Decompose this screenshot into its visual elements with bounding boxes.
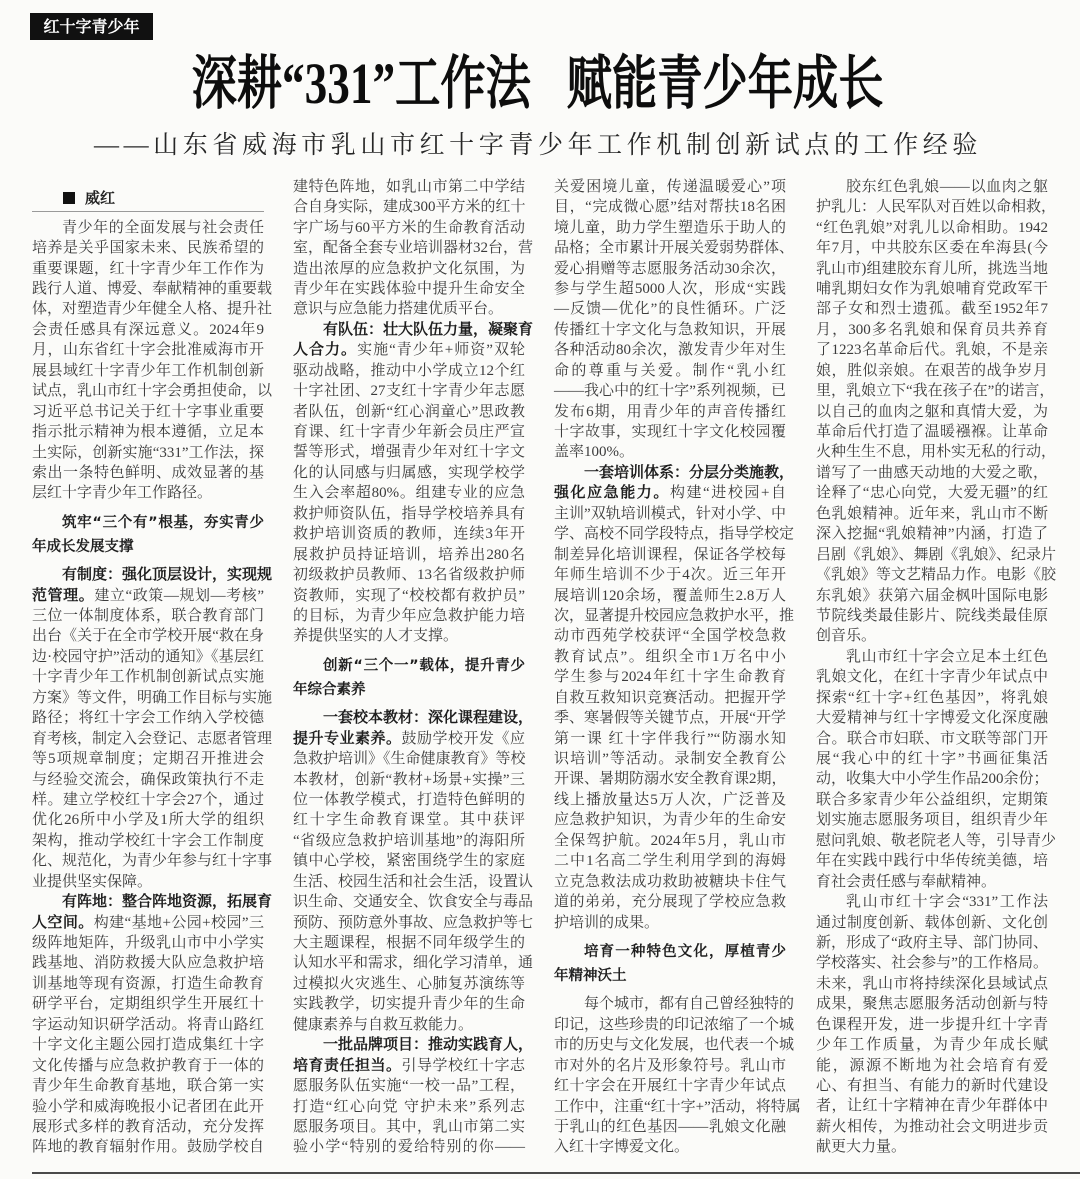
- text-line: 品格；全市累计开展关爱弱势群体、: [554, 240, 795, 257]
- text-line: 第一课 红十字伴我行”“防溺水知: [554, 730, 786, 747]
- text-line: 教育试点”。组织全市1万名中小: [554, 648, 786, 665]
- paragraph: [816, 892, 1048, 1158]
- lead-in-text: 一套培训体系：分层分类施教，: [584, 464, 795, 481]
- text-line: 业提供坚实保障。: [32, 873, 153, 890]
- text-line: 献更大力量。: [816, 1139, 907, 1156]
- text-line: 以自己的血肉之躯和真情大爱，为: [816, 403, 1048, 420]
- text-line: 能，源源不断地为社会培育有爱: [816, 1057, 1048, 1074]
- text-line: 镇中心学校，紧密围绕学生的家庭: [293, 853, 525, 870]
- text-line: 于乳山的红色基因——乳娘文化融: [554, 1118, 786, 1135]
- body-text: 鼓励学校开发《应: [401, 730, 525, 747]
- section-heading-line: 培育一种特色文化，厚植青少: [584, 943, 786, 960]
- text-line: 乳娘文化，在红十字青少年试点中: [816, 669, 1048, 686]
- text-line: 月，山东省红十字会批准威海市开: [32, 342, 264, 359]
- text-line: 育考核，制定入会登记、志愿者管理: [32, 730, 273, 747]
- text-line: 十字社团、27支红十字青少年志愿: [293, 383, 525, 400]
- section-heading-line: 年成长发展支撑: [32, 538, 134, 555]
- headline-part-1: 深耕“331”工作法: [192, 51, 532, 116]
- lead-in-text: 有阵地：整合阵地资源，拓展育: [62, 894, 273, 911]
- text-line: 展救护员持证培训，培养出280名: [293, 546, 525, 563]
- lead-in-text: 人空间。: [32, 914, 94, 931]
- text-line: 方案》等文件，明确工作目标与实施: [32, 689, 273, 706]
- section-heading: [554, 933, 786, 994]
- text-line: 十字文化主题公园打造成集红十字: [32, 1037, 264, 1054]
- text-line: 位一体教学模式，打造特色鲜明的: [293, 791, 525, 808]
- text-line: 学校落实、社会参与”的工作格局。: [816, 955, 1048, 972]
- headline-text: [192, 49, 884, 119]
- headline: [0, 49, 1076, 119]
- text-line: 研学平台，定期组织学生开展红十: [32, 996, 264, 1013]
- text-line: 大爱精神与红十字博爱文化深度融: [816, 710, 1048, 727]
- text-line: 青少年在实践体验中提升生命安全: [293, 280, 525, 297]
- text-line: 三位一体制度体系，联合教育部门: [32, 608, 264, 625]
- text-line: 护培训的成果。: [554, 914, 660, 931]
- text-line: 愿服务项目。其中，乳山市第二实: [293, 1118, 525, 1135]
- text-line: [32, 892, 273, 912]
- lead-in-text: 培育责任担当。: [293, 1057, 402, 1074]
- paragraph: [816, 647, 1057, 892]
- text-line: 实践教学，切实提升青少年的生命: [293, 996, 525, 1013]
- lead-in-text: 范管理。: [32, 587, 95, 604]
- text-line: 乳山市红十字会立足本土红色: [846, 648, 1048, 665]
- text-line: 《乳娘》等文艺精品力作。电影《胶: [816, 567, 1057, 584]
- text-line: 阵地的教育辐射作用。鼓励学校自: [32, 1139, 264, 1156]
- text-line: 训基地等现有资源，打造生命教育: [32, 975, 264, 992]
- text-line: 主训”双轨培训模式，针对小学、中: [554, 505, 786, 522]
- text-line: 道的弟弟，充分展现了学校应急救: [554, 894, 786, 911]
- text-line: 展县域红十字青少年工作机制创新: [32, 362, 264, 379]
- text-line: 培养是关乎国家未来、民族希望的: [32, 240, 264, 257]
- text-line: 创音乐。: [816, 628, 877, 645]
- article-column-1: [32, 177, 273, 1158]
- text-line: 每个城市，都有自己曾经独特的: [584, 996, 795, 1013]
- text-line: 十字青少年工作机制创新试点实施: [32, 669, 264, 686]
- text-line: 工作中，注重“红十字+”活动，将特属: [554, 1098, 801, 1115]
- text-line: 入红十字博爱文化。: [554, 1139, 690, 1156]
- text-line: 谱写了一曲感天动地的大爱之歌，: [816, 464, 1048, 481]
- text-line: 展形式多样的教育活动，充分发挥: [32, 1118, 264, 1135]
- body-text: 实施“青少年+师资”双轮: [357, 342, 525, 359]
- lead-in-text: 一套校本教材：深化课程建设，: [323, 710, 534, 727]
- byline: [32, 177, 264, 218]
- section-heading: [32, 504, 264, 565]
- text-line: 养提供坚实的人才支撑。: [293, 628, 459, 645]
- text-line: 出台《关于在全市学校开展“救在身: [32, 628, 264, 645]
- text-line: 成果，聚焦志愿服务活动创新与特: [816, 996, 1048, 1013]
- text-line: —反馈—优化”的良性循环。广泛: [554, 301, 786, 318]
- text-line: 学生参与2024年红十字生命教育: [554, 669, 786, 686]
- text-line: 制差异化培训课程，保证各学校每: [554, 546, 786, 563]
- text-line: 救护师资队伍，指导学校培养具有: [293, 505, 525, 522]
- text-line: 二中1名高二学生利用学到的海姆: [554, 853, 786, 870]
- text-line: 生活、校园生活和社会生活，设置认: [293, 873, 534, 890]
- text-line: 会责任感具有深远意义。2024年9: [32, 321, 264, 338]
- paragraph: [816, 177, 1057, 647]
- text-line: [293, 1056, 525, 1076]
- text-line: 薪火相传，为推动社会文明进步贡: [816, 1118, 1048, 1135]
- text-line: 开课、暑期防溺水安全教育课2期，: [554, 771, 787, 788]
- text-line: 架构，推动学校红十字会工作制度: [32, 832, 264, 849]
- text-line: 各种活动80余次，激发青少年对生: [554, 342, 786, 359]
- text-line: 级阵地矩阵，升级乳山市中小学实: [32, 935, 264, 952]
- text-line: 红十字会在开展红十字青少年试点: [554, 1078, 786, 1095]
- text-line: 合自身实际，建成300平方米的红十: [293, 199, 526, 216]
- text-line: 展“我心中的红十字”书画征集活: [816, 751, 1048, 768]
- text-line: “省级应急救护培训基地”的海阳所: [293, 832, 525, 849]
- text-line: 部子女和烈士遗孤。截至1952年7: [816, 301, 1048, 318]
- text-line: 自救互救知识竞赛活动。把握开学: [554, 689, 786, 706]
- text-line: 习近平总书记关于红十字事业重要: [32, 403, 264, 420]
- text-line: 等5项规章制度；定期召开推进会: [32, 751, 264, 768]
- subtitle: ——山东省威海市乳山市红十字青少年工作机制创新试点的工作经验: [93, 132, 982, 159]
- text-line: 慰问乳娘、敬老院老人等，引导青少: [816, 832, 1057, 849]
- text-line: 应急救护知识，为青少年的生命安: [554, 812, 786, 829]
- byline-row: [63, 189, 115, 207]
- section-heading-line: 筑牢“三个有”根基，夯实青少: [62, 514, 264, 531]
- text-line: 重要课题，红十字青少年工作作为: [32, 260, 264, 277]
- text-line: 心、有担当、有能力的新时代建设: [816, 1078, 1048, 1095]
- text-line: 文化传播与应急救护教育于一体的: [32, 1057, 264, 1074]
- text-line: 践基地、消防救援大队应急救护培: [32, 955, 264, 972]
- section-heading: [293, 647, 525, 708]
- paragraph: [32, 565, 273, 892]
- lead-in-text: 提升专业素养。: [293, 730, 402, 747]
- text-line: 新，形成了“政府主导、部门协同、: [816, 934, 1048, 951]
- body-text: 构建“基地+公园+校园”三: [93, 914, 264, 931]
- text-line: 境儿童，助力学生塑造乐于助人的: [554, 219, 786, 236]
- text-line: 预防、预防意外事故、应急救护等七: [293, 914, 534, 931]
- text-line: 者队伍，创新“红心润童心”思政教: [293, 403, 525, 420]
- text-line: 胶东红色乳娘——以血肉之躯: [846, 178, 1048, 195]
- section-heading-line: 创新“三个一”载体，提升青少: [323, 657, 525, 674]
- text-line: 市对外的名片及形象符号。乳山市: [554, 1057, 786, 1074]
- text-line: 优化26所中小学及1所大学的组织: [32, 812, 264, 829]
- article-column-4: [816, 177, 1057, 1158]
- text-line: 层红十字青少年工作路径。: [32, 485, 213, 502]
- square-bullet-icon: [63, 192, 75, 204]
- text-line: 展培训120余场，覆盖师生2.8万人: [554, 587, 786, 604]
- text-line: 合。联合市妇联、市文联等部门开: [816, 730, 1048, 747]
- text-line: 市的历史与文化发展，也代表一个城: [554, 1037, 795, 1054]
- author-name: 威红: [85, 188, 116, 207]
- text-line: 认知水平和需求，细化学习清单，通: [293, 955, 534, 972]
- text-line: [32, 586, 264, 606]
- section-tag: 红十字青少年: [30, 13, 153, 40]
- text-line: 生入会率超80%。组建专业的应急: [293, 485, 525, 502]
- text-line: 动市西苑学校获评“全国学校急救: [554, 628, 786, 645]
- text-line: “红色乳娘”对乳儿以命相助。1942: [816, 219, 1048, 236]
- text-line: 初级救护员教师、13名省级救护师: [293, 567, 525, 584]
- paragraph: [293, 177, 534, 320]
- text-line: 了1223名革命后代。乳娘，不是亲: [816, 342, 1048, 359]
- text-line: 指示批示精神为根本遵循，立足本: [32, 424, 264, 441]
- text-line: 土实际，创新实施“331”工作法，探: [32, 444, 264, 461]
- text-line: 诠释了“忠心向党，大爱无疆”的红: [816, 485, 1048, 502]
- text-line: 样。建立学校红十字会27个，通过: [32, 791, 264, 808]
- text-line: 深入挖掘“乳娘精神”内涵，打造了: [816, 526, 1048, 543]
- text-line: [293, 1035, 534, 1055]
- text-line: 字运动知识研学活动。将青山路红: [32, 1016, 264, 1033]
- text-line: 学、高校不同学段特点，指导学校定: [554, 526, 795, 543]
- text-line: 试点，乳山市红十字会勇担使命，以: [32, 383, 273, 400]
- text-line: 东乳娘》获第六届金枫叶国际电影: [816, 587, 1048, 604]
- section-heading-line: 年综合素养: [293, 681, 366, 698]
- text-line: 的目标，为青少年应急救护能力培: [293, 607, 525, 624]
- text-line: [293, 729, 525, 749]
- text-line: 者，让红十字精神在青少年群体中: [816, 1098, 1048, 1115]
- text-line: 打造“红心向党 守护未来”系列志: [293, 1098, 525, 1115]
- text-line: 誓等形式，增强青少年对红十字文: [293, 444, 525, 461]
- text-line: [32, 913, 264, 933]
- text-line: 哺乳期妇女作为乳娘哺育党政军干: [816, 280, 1048, 297]
- text-line: 过模拟火灾逃生、心肺复苏演练等: [293, 975, 525, 992]
- text-line: 边·校园守护”活动的通知》《基层红: [32, 648, 264, 665]
- text-line: 探索“红十字+红色基因”，将乳娘: [816, 689, 1048, 706]
- text-line: 意识与应急能力搭建优质平台。: [293, 301, 504, 318]
- body-text: 建立“政策—规划—考核”: [94, 587, 264, 604]
- text-line: 目，“完成微心愿”结对帮扶18名困: [554, 199, 786, 216]
- text-line: 爱心捐赠等志愿服务活动30余次，: [554, 260, 786, 277]
- paragraph: [554, 463, 795, 933]
- text-line: 索出一条特色鲜明、成效显著的基: [32, 464, 264, 481]
- text-line: 年7月，中共胶东区委在牟海县(今: [816, 240, 1048, 257]
- lead-in-text: 有队伍：壮大队伍力量，凝聚育: [323, 321, 534, 338]
- text-line: 红十字生命教育课堂。其中获评: [293, 812, 525, 829]
- text-line: 少年工作质量，为青少年成长赋: [816, 1037, 1048, 1054]
- text-line: 发布6期，用青少年的声音传播红: [554, 403, 786, 420]
- text-line: 验小学“特别的爱给特别的你——: [293, 1139, 525, 1156]
- text-line: 娘，胜似亲娘。在艰苦的战争岁月: [816, 362, 1048, 379]
- text-line: [554, 483, 786, 503]
- section-heading-line: 年精神沃土: [554, 967, 627, 984]
- body-text: 引导学校红十字志: [401, 1057, 525, 1074]
- paragraph: [554, 994, 801, 1158]
- text-line: 参与学生超5000人次，形成“实践: [554, 280, 786, 297]
- lead-in-text: 有制度：强化顶层设计，实现规: [62, 567, 273, 584]
- text-line: 大主题课程，根据不同年级学生的: [293, 935, 525, 952]
- text-line: 季、寒暑假等关键节点，开展“开学: [554, 710, 786, 727]
- text-line: 年师生培训不少于4次。近三年开: [554, 567, 786, 584]
- text-line: 本教材，创新“教材+场景+实操”三: [293, 771, 525, 788]
- paragraph: [32, 892, 273, 1158]
- text-line: 划实施志愿服务项目，组织青少年: [816, 812, 1048, 829]
- text-line: 建特色阵地，如乳山市第二中学结: [293, 178, 525, 195]
- text-line: 化、规范化，为青少年参与红十字事: [32, 853, 273, 870]
- article-column-2: [293, 177, 534, 1158]
- text-line: [32, 565, 273, 585]
- text-line: 盖率100%。: [554, 444, 634, 461]
- text-line: 立克急救法成功救助被糖块卡住气: [554, 873, 786, 890]
- text-line: [293, 340, 525, 360]
- text-line: 验小学和威海晚报小记者团在此开: [32, 1098, 264, 1115]
- article-column-3: [554, 177, 801, 1158]
- text-line: 与经验交流会，确保政策执行不走: [32, 771, 264, 788]
- paragraph: [293, 708, 534, 1035]
- text-line: [293, 320, 534, 340]
- text-line: [554, 463, 795, 483]
- text-line: 命的尊重与关爱。制作“乳小红: [554, 362, 786, 379]
- lead-in-text: 强化应急能力。: [554, 485, 670, 502]
- text-line: 吕剧《乳娘》、舞剧《乳娘》、纪录片: [816, 546, 1057, 563]
- text-line: 印记，这些珍贵的印记浓缩了一个城: [554, 1016, 795, 1033]
- text-line: 路径；将红十字会工作纳入学校德: [32, 710, 264, 727]
- text-line: 青少年的全面发展与社会责任: [62, 219, 264, 236]
- text-line: 色课程开发，进一步提升红十字青: [816, 1016, 1048, 1033]
- text-line: 次，显著提升校园应急救护水平，推: [554, 607, 795, 624]
- text-line: 色乳娘精神。近年来，乳山市不断: [816, 505, 1048, 522]
- text-line: 里，乳娘立下“我在孩子在”的诺言，: [816, 383, 1055, 400]
- text-line: 通过制度创新、载体创新、文化创: [816, 914, 1048, 931]
- text-line: 联合多家青少年公益组织，定期策: [816, 791, 1048, 808]
- text-line: 革命后代打造了温暖襁褓。让革命: [816, 424, 1048, 441]
- text-line: 未来，乳山市将持续深化县域试点: [816, 975, 1048, 992]
- headline-part-2: 赋能青少年成长: [567, 51, 884, 116]
- text-line: 火种生生不息，用朴实无私的行动，: [816, 444, 1057, 461]
- paragraph: [554, 177, 795, 463]
- text-line: 资教师，实现了“校校都有救护员”: [293, 587, 525, 604]
- text-line: 愿服务队伍实施“一校一品”工程，: [293, 1078, 525, 1095]
- text-line: 月，300多名乳娘和保育员共养育: [816, 321, 1048, 338]
- text-line: 节院线类最佳影片、院线类最佳原: [816, 607, 1048, 624]
- text-line: 造出浓厚的应急救护文化氛围，为: [293, 260, 525, 277]
- text-line: 字广场与60平方米的生命教育活动: [293, 219, 525, 236]
- lead-in-text: 一批品牌项目：推动实践育人，: [323, 1037, 534, 1054]
- text-line: 年在实践中践行中华传统美德，培: [816, 853, 1048, 870]
- text-line: 践行人道、博爱、奉献精神的重要载: [32, 281, 273, 297]
- text-line: 健康素养与自救互救能力。: [293, 1016, 474, 1033]
- body-text: 构建“进校园+自: [669, 485, 786, 502]
- text-line: 急救护培训》《生命健康教育》等校: [293, 751, 526, 768]
- text-line: 育课、红十字青少年新会员庄严宣: [293, 424, 525, 441]
- paragraph: [32, 218, 273, 504]
- text-line: 全保驾护航。2024年5月，乳山市: [554, 832, 786, 849]
- text-line: 化的认同感与归属感，实现学校学: [293, 464, 525, 481]
- text-line: 关爱困境儿童，传递温暖爱心”项: [554, 178, 786, 195]
- text-line: 乳山市红十字会“331”工作法: [846, 894, 1048, 911]
- text-line: 乳山市)组建胶东育儿所，挑选当地: [816, 260, 1048, 277]
- text-line: 线上播放量达5万人次，广泛普及: [554, 791, 786, 808]
- text-line: 青少年生命教育基地，联合第一实: [32, 1078, 264, 1095]
- text-line: 育社会责任感与奉献精神。: [816, 873, 997, 890]
- text-line: 室，配备全套专业培训器材32台，营: [293, 240, 534, 257]
- text-line: 传播红十字文化与急救知识，开展: [554, 321, 786, 338]
- text-line: 驱动战略，推动中小学成立12个红: [293, 362, 525, 379]
- text-line: ——我心中的红十字”系列视频，已: [554, 383, 786, 400]
- text-line: 动，收集大中小学生作品200余份；: [816, 771, 1049, 788]
- text-line: [293, 708, 534, 728]
- text-line: 十字故事，实现红十字文化校园覆: [554, 424, 786, 441]
- paragraph: [293, 1035, 534, 1158]
- text-line: 救护培训资质的教师，连续3年开: [293, 526, 525, 543]
- byline-rule: [32, 211, 264, 212]
- lead-in-text: 人合力。: [293, 342, 358, 359]
- text-line: 体，对塑造青少年健全人格、提升社: [32, 301, 273, 318]
- text-line: 识培训”等活动。录制安全教育公: [554, 751, 786, 768]
- paragraph: [293, 320, 534, 647]
- text-line: 识生命、交通安全、饮食安全与毒品: [293, 894, 534, 911]
- text-line: 护乳儿：人民军队对百姓以命相救，: [816, 199, 1057, 216]
- bottom-rule: [32, 1172, 1080, 1174]
